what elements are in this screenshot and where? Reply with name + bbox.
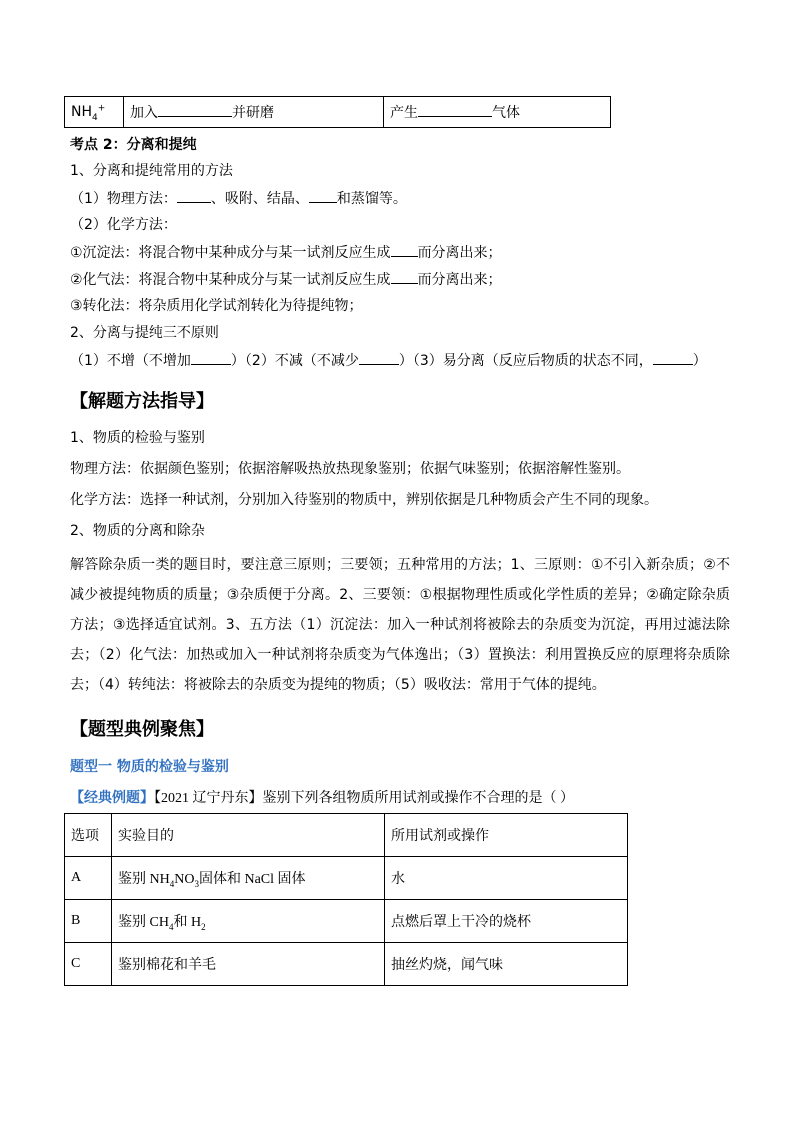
option-cell[interactable]: A: [65, 857, 112, 900]
reagent-table: [64, 96, 611, 128]
option-cell[interactable]: C: [65, 943, 112, 986]
phenomenon-suffix: 气体: [492, 105, 520, 121]
text: 鉴别 NH: [118, 872, 170, 887]
answer-blank[interactable]: [391, 269, 418, 284]
text: ②化气法：将混合物中某种成分与某一试剂反应生成: [70, 272, 391, 288]
example-question: [70, 788, 574, 809]
ion-cell: [65, 97, 124, 128]
text: 和 H: [173, 915, 202, 930]
answer-blank[interactable]: [191, 350, 231, 365]
text: 、吸附、结晶、: [210, 191, 309, 207]
text-line: 2、物质的分离和除杂: [70, 523, 205, 539]
guide-paragraph: 解答除杂质一类的题目时，要注意三原则；三要领；五种常用的方法；1、三原则：①不引入新杂质；②不减少被提纯物质的质量；③杂质便于分离。2、三要领：①根据物理性质或化学性质的差异；②确定除杂质方法；③选择适宜试剂。3、五方法（1）沉淀法：加入一种试剂将被除去的杂质变为沉淀，再用过滤法除去；（2）化气法：加热或加入一种试剂将杂质变为气体逸出；（3）置换法：利用置换反应的原理将杂质除去；（4）转纯法：将被除去的杂质变为提纯的物质；（5）吸收法：常用于气体的提纯。: [70, 557, 730, 693]
goal-cell: [112, 900, 385, 943]
text: ）（2）不减（不减少: [230, 353, 359, 369]
goal-cell: [112, 857, 385, 900]
text: （1）不增（不增加: [70, 353, 191, 369]
reagent-cell: 抽丝灼烧，闻气味: [385, 943, 628, 986]
example-table: [64, 813, 628, 986]
text-line: 化学方法：选择一种试剂，分别加入待鉴别的物质中，辨别依据是几种物质会产生不同的现象。: [70, 492, 658, 508]
ion-label: NH: [71, 104, 92, 120]
text-line: ③转化法：将杂质用化学试剂转化为待提纯物；: [70, 298, 363, 314]
answer-blank[interactable]: [309, 188, 337, 203]
header-cell: 所用试剂或操作: [385, 814, 628, 857]
method-cell: [124, 97, 384, 128]
section-title: 考点 2：分离和提纯: [70, 137, 197, 153]
reagent-cell: 点燃后罩上干冷的烧杯: [385, 900, 628, 943]
example-text: 【2021 辽宁丹东】鉴别下列各组物质所用试剂或操作不合理的是（ ）: [154, 791, 574, 806]
phenomenon-cell: [384, 97, 611, 128]
method-prefix: 加入: [130, 105, 158, 121]
text: ①沉淀法：将混合物中某种成分与某一试剂反应生成: [70, 245, 391, 261]
table-header-row: [65, 814, 628, 857]
focus-heading: 【题型典例聚焦】: [70, 719, 214, 740]
text: ）: [692, 353, 707, 369]
text-line: （2）化学方法：: [70, 217, 177, 233]
subscript: 3: [194, 878, 199, 889]
text: 和蒸馏等。: [336, 191, 407, 207]
table-row: [65, 900, 628, 943]
text-line: [70, 188, 407, 209]
header-cell: 实验目的: [112, 814, 385, 857]
answer-blank[interactable]: [359, 350, 399, 365]
header-cell: 选项: [65, 814, 112, 857]
text-line: 2、分离与提纯三不原则: [70, 325, 219, 341]
text: NO: [174, 872, 195, 887]
option-cell[interactable]: B: [65, 900, 112, 943]
example-tag: 【经典例题】: [70, 790, 154, 806]
text: 而分离出来；: [417, 245, 502, 261]
text-line: [70, 350, 707, 371]
subscript: 4: [168, 921, 174, 932]
answer-blank[interactable]: [391, 242, 418, 257]
answer-blank[interactable]: [177, 188, 211, 203]
text: 鉴别 CH: [118, 915, 169, 930]
answer-blank[interactable]: [418, 102, 492, 117]
subscript: 4: [92, 112, 98, 123]
text-line: [70, 269, 502, 290]
table-row: [65, 857, 628, 900]
text-line: 物理方法：依据颜色鉴别；依据溶解吸热放热现象鉴别；依据气味鉴别；依据溶解性鉴别。: [70, 461, 630, 477]
subscript: 4: [169, 878, 175, 889]
goal-cell: 鉴别棉花和羊毛: [112, 943, 385, 986]
text-line: 1、分离和提纯常用的方法: [70, 163, 233, 179]
guide-heading: 【解题方法指导】: [70, 391, 214, 412]
table-row: [65, 97, 611, 128]
text: ）（3）易分离（反应后物质的状态不同，: [398, 353, 653, 369]
text: 而分离出来；: [417, 272, 502, 288]
text-line: [70, 242, 502, 263]
superscript: +: [97, 103, 106, 114]
table-row: [65, 943, 628, 986]
subscript: 2: [201, 921, 206, 932]
method-suffix: 并研磨: [232, 105, 274, 121]
answer-blank[interactable]: [158, 102, 232, 117]
reagent-cell: 水: [385, 857, 628, 900]
text-line: 1、物质的检验与鉴别: [70, 430, 205, 446]
type-title: 题型一 物质的检验与鉴别: [70, 759, 229, 775]
text: （1）物理方法：: [70, 191, 177, 207]
text: 固体和 NaCl 固体: [198, 872, 306, 887]
answer-blank[interactable]: [653, 350, 693, 365]
phenomenon-prefix: 产生: [390, 105, 418, 121]
